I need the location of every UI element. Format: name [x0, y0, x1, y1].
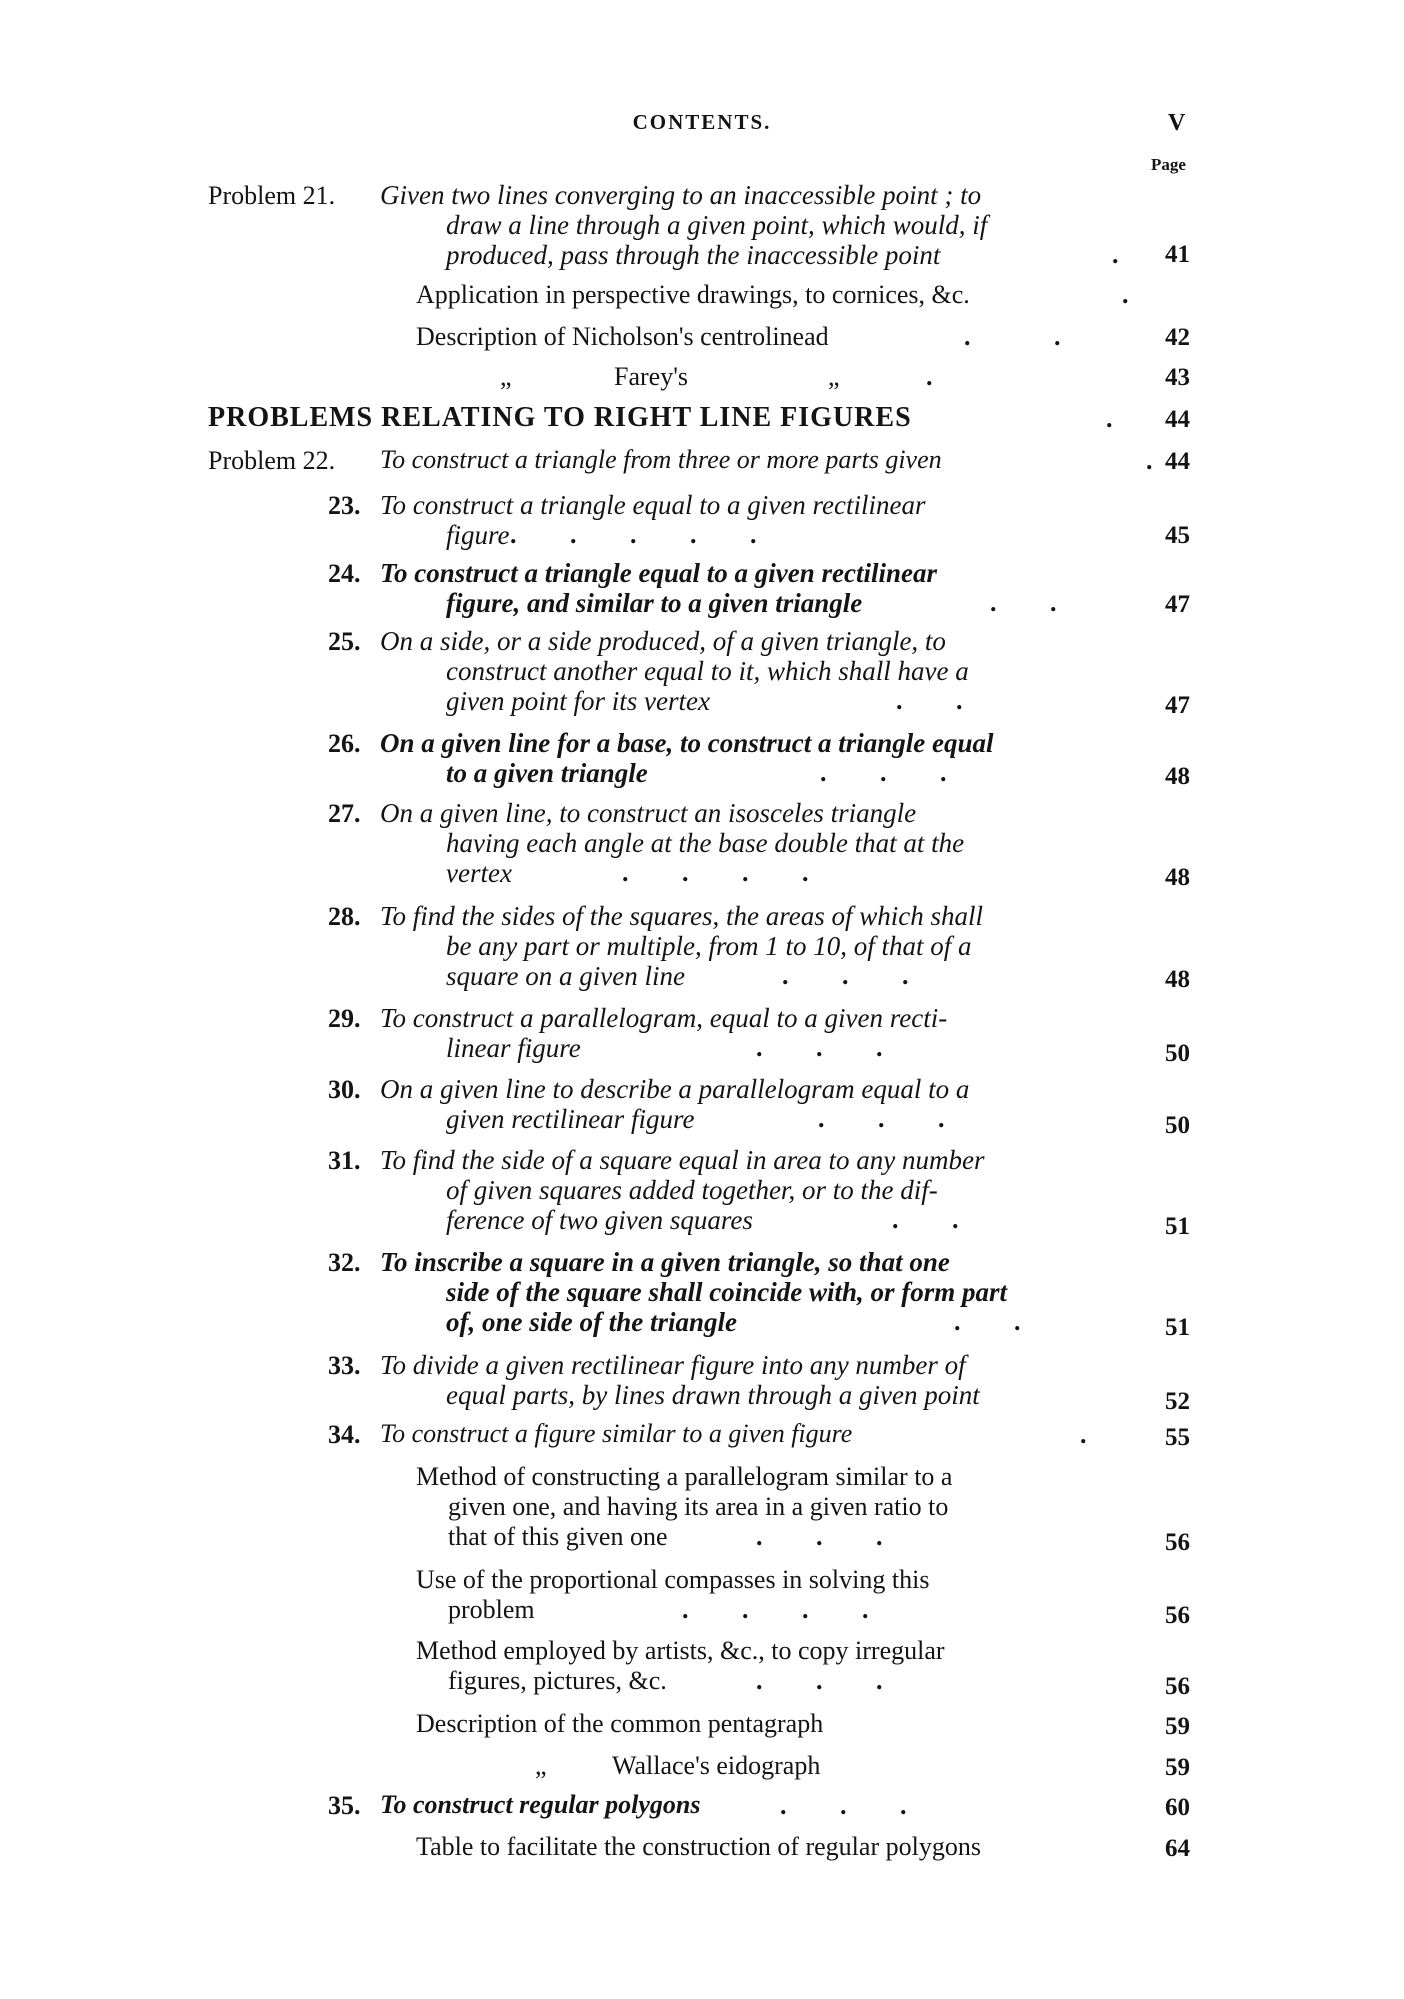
- toc-entry-23: [380, 490, 1142, 550]
- subentry-text: Use of the proportional compasses in solving this: [416, 1565, 930, 1594]
- page-column-label: Page: [1151, 155, 1186, 174]
- dot-leader: . . .: [818, 1104, 946, 1133]
- page-number: 44: [1165, 406, 1190, 433]
- page-number: 41: [1165, 241, 1190, 268]
- subentry-text: problem: [448, 1595, 535, 1624]
- subentry-text: Method employed by artists, &c., to copy irregular: [416, 1636, 945, 1665]
- entry-title: To construct a figure similar to a given figure: [380, 1419, 853, 1448]
- toc-entry-28: [380, 901, 1142, 991]
- folio-page-number: V: [1168, 110, 1186, 136]
- entry-title: produced, pass through the inaccessible point: [446, 240, 941, 270]
- problem-label: Problem 21.: [208, 181, 336, 210]
- problem-number: 23.: [328, 491, 361, 520]
- page-number: 60: [1165, 1794, 1190, 1821]
- dot-leader: . .: [954, 1307, 1022, 1336]
- entry-title: To construct a parallelogram, equal to a given recti-: [380, 1003, 948, 1033]
- page-number: 56: [1165, 1602, 1190, 1629]
- dot-leader: .: [926, 362, 934, 391]
- running-head: CONTENTS.: [632, 110, 772, 134]
- dot-leader: .: [1106, 404, 1114, 433]
- problem-number: 24.: [328, 559, 361, 588]
- entry-title: be any part or multiple, from 1 to 10, of that of a: [446, 931, 972, 961]
- subentry-text: figures, pictures, &c.: [448, 1666, 667, 1695]
- dot-leader: . . . .: [622, 858, 810, 887]
- dot-leader: .: [1146, 446, 1154, 475]
- entry-title: To find the side of a square equal in area to any number: [380, 1145, 985, 1175]
- entry-title: On a given line to describe a parallelogram equal to a: [380, 1074, 970, 1104]
- page-number: 50: [1165, 1040, 1190, 1067]
- subentry-text: Wallace's eidograph: [612, 1751, 821, 1780]
- entry-title: Given two lines converging to an inaccessible point ; to: [380, 180, 982, 210]
- page-number: 52: [1165, 1388, 1190, 1415]
- dot-leader: . .: [896, 686, 964, 715]
- dot-leader: . . .: [756, 1522, 884, 1551]
- page-number: 45: [1165, 522, 1190, 549]
- dot-leader: . . .: [756, 1666, 884, 1695]
- problem-label: Problem 22.: [208, 446, 336, 475]
- dot-leader: . . . .: [682, 1595, 870, 1624]
- problem-number: 30.: [328, 1075, 361, 1104]
- page-number: 50: [1165, 1112, 1190, 1139]
- toc-entry-21: [380, 180, 1142, 270]
- entry-title: equal parts, by lines drawn through a given point: [446, 1380, 980, 1410]
- problem-number: 27.: [328, 799, 361, 828]
- subentry-text: Farey's: [614, 362, 689, 391]
- entry-title: To divide a given rectilinear figure into any number of: [380, 1350, 966, 1380]
- page-number: 44: [1165, 448, 1190, 475]
- entry-title: of given squares added together, or to the dif-: [446, 1175, 938, 1205]
- entry-title: On a given line, to construct an isosceles triangle: [380, 798, 917, 828]
- entry-title: To find the sides of the squares, the areas of which shall: [380, 901, 984, 931]
- toc-entry-32: [380, 1247, 1142, 1337]
- toc-entry-26: [380, 728, 1142, 788]
- entry-title: given rectilinear figure: [446, 1104, 695, 1134]
- entry-title: To inscribe a square in a given triangle, so that one: [380, 1247, 950, 1277]
- problem-number: 29.: [328, 1004, 361, 1033]
- ditto-mark: „: [500, 362, 512, 391]
- page-number: 59: [1165, 1713, 1190, 1740]
- ditto-mark: „: [535, 1751, 547, 1780]
- entry-title: figure: [446, 520, 510, 550]
- dot-leader: . .: [964, 322, 1062, 351]
- dot-leader: . .: [892, 1205, 960, 1234]
- dot-leader: .: [1112, 240, 1120, 269]
- dot-leader: . . .: [756, 1033, 884, 1062]
- dot-leader: . . .: [782, 961, 910, 990]
- problem-number: 33.: [328, 1351, 361, 1380]
- page-number: 47: [1165, 692, 1190, 719]
- page-number: 51: [1165, 1314, 1190, 1341]
- page-number: 56: [1165, 1529, 1190, 1556]
- entry-title: having each angle at the base double that at the: [446, 828, 965, 858]
- toc-entry-33: [380, 1350, 1142, 1410]
- entry-title: To construct a triangle equal to a given rectilinear: [380, 490, 926, 520]
- problem-number: 34.: [328, 1420, 361, 1449]
- dot-leader: . . .: [820, 758, 948, 787]
- dot-leader: . . .: [780, 1791, 908, 1820]
- subentry-text: Description of Nicholson's centrolinead: [416, 322, 829, 351]
- subentry-text: that of this given one: [448, 1522, 668, 1551]
- entry-title: side of the square shall coincide with, or form part: [446, 1277, 1008, 1307]
- page-number: 43: [1165, 364, 1190, 391]
- dot-leader: .: [1122, 280, 1130, 309]
- page-number: 51: [1165, 1213, 1190, 1240]
- entry-title: On a side, or a side produced, of a given triangle, to: [380, 626, 946, 656]
- ditto-mark: „: [828, 362, 840, 391]
- entry-title: to a given triangle: [446, 758, 648, 788]
- page-number: 48: [1165, 763, 1190, 790]
- problem-number: 31.: [328, 1146, 361, 1175]
- subentry-text: given one, and having its area in a given ratio to: [448, 1492, 949, 1521]
- subentry-text: Application in perspective drawings, to cornices, &c.: [416, 280, 970, 309]
- dot-leader: .: [1080, 1420, 1088, 1449]
- entry-title: draw a line through a given point, which would, if: [446, 210, 988, 240]
- entry-title: given point for its vertex: [446, 686, 710, 716]
- section-heading: PROBLEMS RELATING TO RIGHT LINE FIGURES: [208, 402, 912, 433]
- entry-title: figure, and similar to a given triangle: [446, 588, 863, 618]
- entry-title: To construct a triangle equal to a given rectilinear: [380, 558, 938, 588]
- page-number: 59: [1165, 1754, 1190, 1781]
- toc-entry-31: [380, 1145, 1142, 1235]
- entry-title: of, one side of the triangle: [446, 1307, 737, 1337]
- entry-title: construct another equal to it, which shall have a: [446, 656, 969, 686]
- page-number: 55: [1165, 1424, 1190, 1451]
- dot-leader: . . . . .: [510, 520, 758, 549]
- problem-number: 25.: [328, 627, 361, 656]
- problem-number: 26.: [328, 729, 361, 758]
- entry-title: square on a given line: [446, 961, 685, 991]
- page-number: 64: [1165, 1835, 1190, 1862]
- entry-title: vertex: [446, 858, 512, 888]
- entry-title: linear figure: [446, 1033, 581, 1063]
- problem-number: 28.: [328, 902, 361, 931]
- subentry-text: Description of the common pentagraph: [416, 1709, 824, 1738]
- entry-title: ference of two given squares: [446, 1205, 753, 1235]
- entry-title: To construct regular polygons: [380, 1790, 701, 1819]
- subentry-text: Method of constructing a parallelogram similar to a: [416, 1462, 953, 1491]
- dot-leader: . .: [990, 588, 1058, 617]
- subentry-text: Table to facilitate the construction of regular polygons: [416, 1832, 981, 1861]
- page-number: 56: [1165, 1673, 1190, 1700]
- page-number: 48: [1165, 864, 1190, 891]
- toc-entry-25: [380, 626, 1142, 716]
- page-number: 47: [1165, 591, 1190, 618]
- entry-title: On a given line for a base, to construct a triangle equal: [380, 728, 994, 758]
- page-number: 42: [1165, 324, 1190, 351]
- page-number: 48: [1165, 966, 1190, 993]
- toc-entry-30: [380, 1074, 1142, 1134]
- entry-title: To construct a triangle from three or more parts given: [380, 445, 942, 474]
- problem-number: 32.: [328, 1248, 361, 1277]
- problem-number: 35.: [328, 1791, 361, 1820]
